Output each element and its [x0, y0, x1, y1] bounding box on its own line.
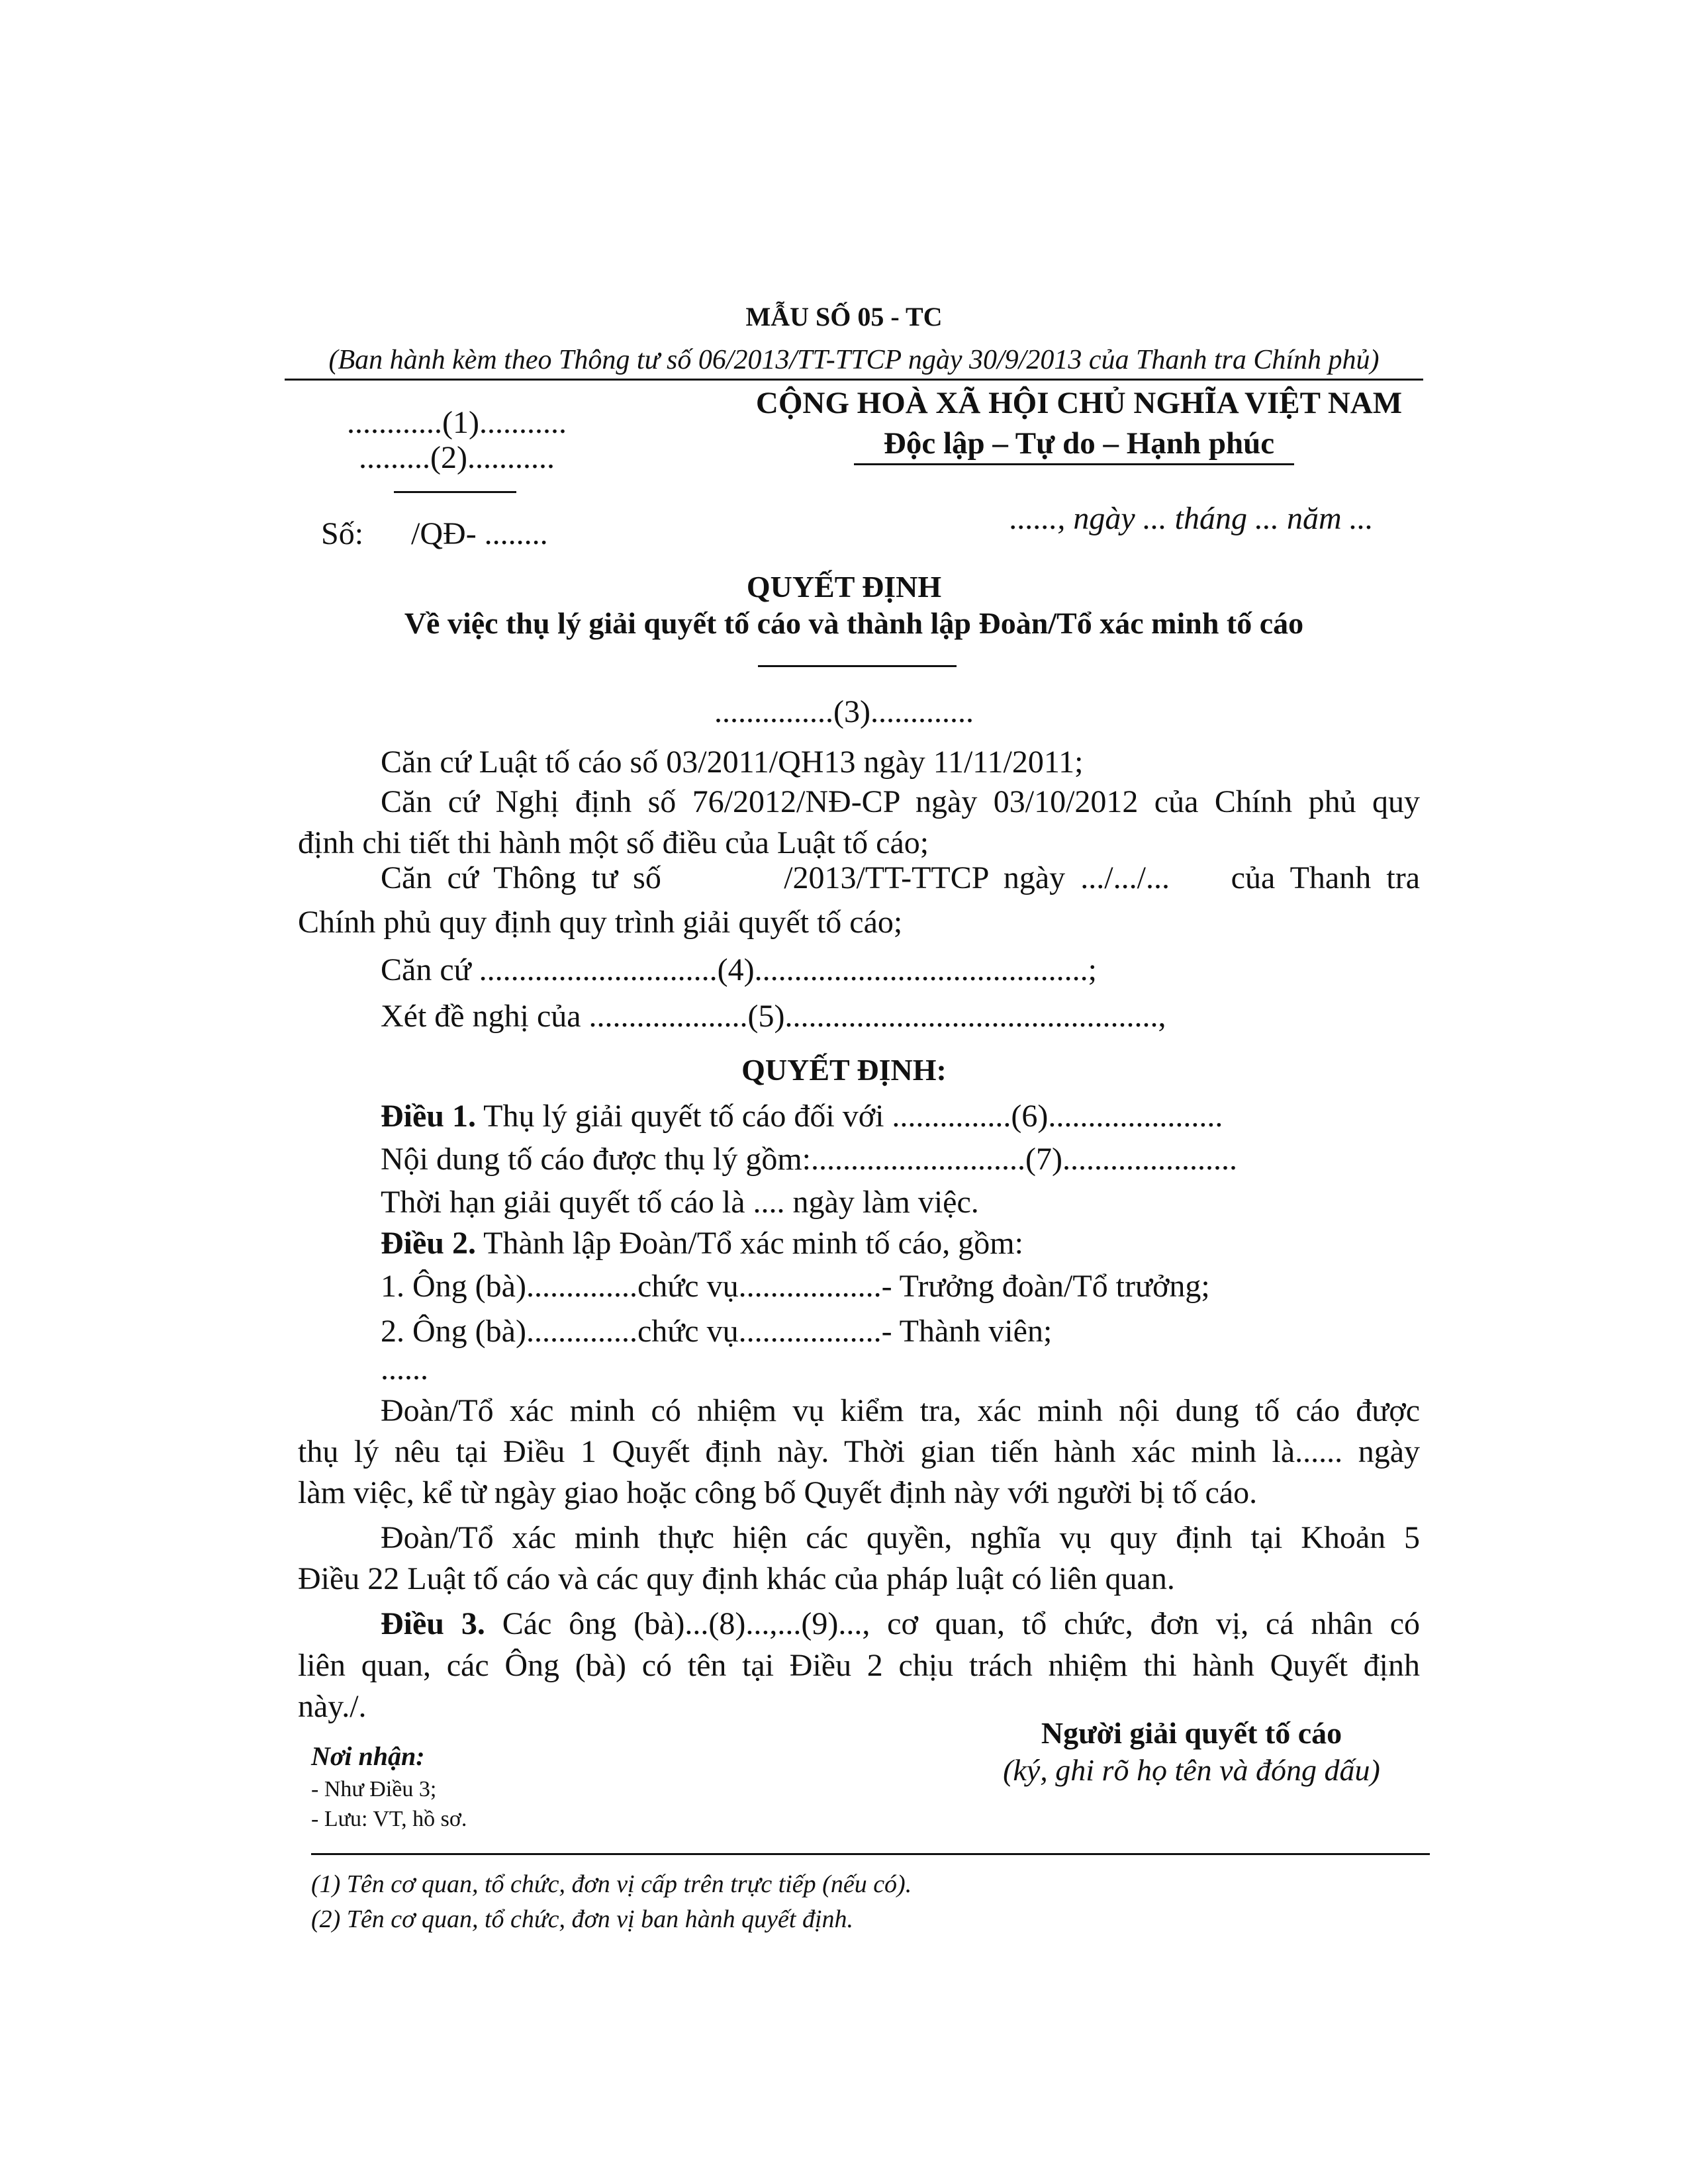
- article-2-line1: [381, 1228, 1023, 1259]
- article-3-line3: này./.: [298, 1689, 367, 1724]
- basis-proposal: Xét đề nghị của ....................(5)...............................................,: [381, 999, 1166, 1034]
- form-code: MẪU SỐ 05 - TC: [745, 302, 943, 332]
- decision-heading: QUYẾT ĐỊNH:: [741, 1053, 947, 1087]
- basis-circular-line2: Chính phủ quy định quy trình giải quyết tố cáo;: [298, 905, 903, 940]
- article-2-member-2: 2. Ông (bà)..............chức vụ..................- Thành viên;: [381, 1314, 1053, 1349]
- basis-circular-line1: Căn cứ Thông tư số /2013/TT-TTCP ngày .../.../... của Thanh tra: [381, 860, 1420, 895]
- recipient-item: - Lưu: VT, hồ sơ.: [311, 1807, 467, 1831]
- basis-law: Căn cứ Luật tố cáo số 03/2011/QH13 ngày 11/11/2011;: [381, 745, 1084, 780]
- signer-title: Người giải quyết tố cáo: [1041, 1716, 1342, 1750]
- basis-other: Căn cứ ..............................(4)..........................................;: [381, 952, 1097, 987]
- article-1-line3: Thời hạn giải quyết tố cáo là .... ngày làm việc.: [381, 1185, 979, 1220]
- footnote-rule: [311, 1853, 1430, 1855]
- article-2-label: Điều 2.: [381, 1226, 476, 1261]
- article-1-text: Thụ lý giải quyết tố cáo đối với ...............(6)......................: [483, 1099, 1223, 1134]
- article-2-ellipsis: ......: [381, 1351, 428, 1387]
- motto-underline: [854, 463, 1294, 465]
- article-1-label: Điều 1.: [381, 1099, 476, 1134]
- document-title: QUYẾT ĐỊNH: [746, 570, 942, 604]
- issuing-agency-placeholder: .........(2)...........: [359, 440, 555, 475]
- article-2-text: Thành lập Đoàn/Tổ xác minh tố cáo, gồm:: [483, 1226, 1023, 1261]
- article-3-label: Điều 3.: [381, 1606, 485, 1641]
- article-2-member-1: 1. Ông (bà)..............chức vụ..................- Trưởng đoàn/Tổ trưởng;: [381, 1269, 1210, 1304]
- issued-by-line: (Ban hành kèm theo Thông tư số 06/2013/TT-TTCP ngày 30/9/2013 của Thanh tra Chính phủ): [328, 345, 1380, 375]
- article-2-duty1-line2: thụ lý nêu tại Điều 1 Quyết định này. Thời gian tiến hành xác minh là...... ngày: [298, 1434, 1420, 1469]
- footnote-2: (2) Tên cơ quan, tổ chức, đơn vị ban hành quyết định.: [311, 1905, 854, 1933]
- article-3-line2: liên quan, các Ông (bà) có tên tại Điều 2 chịu trách nhiệm thi hành Quyết định: [298, 1648, 1420, 1683]
- article-2-duty2-line1: Đoàn/Tổ xác minh thực hiện các quyền, nghĩa vụ quy định tại Khoản 5: [381, 1520, 1420, 1555]
- article-2-duty1-line3: làm việc, kể từ ngày giao hoặc công bố Quyết định này với người bị tố cáo.: [298, 1475, 1258, 1510]
- national-motto: Độc lập – Tự do – Hạnh phúc: [883, 426, 1275, 461]
- place-and-date: ......, ngày ... tháng ... năm ...: [1009, 501, 1374, 536]
- article-2-duty2-line2: Điều 22 Luật tố cáo và các quy định khác của pháp luật có liên quan.: [298, 1561, 1175, 1596]
- recipients-heading: Nơi nhận:: [311, 1741, 425, 1771]
- article-1-line1: [381, 1101, 1223, 1132]
- superior-agency-placeholder: ............(1)...........: [347, 405, 567, 440]
- decision-authority: ...............(3).............: [714, 694, 974, 729]
- recipient-item: - Như Điều 3;: [311, 1777, 437, 1801]
- basis-decree-line2: định chi tiết thi hành một số điều của Luật tố cáo;: [298, 825, 929, 860]
- issued-by-underline: [285, 379, 1423, 381]
- article-2-duty1-line1: Đoàn/Tổ xác minh có nhiệm vụ kiểm tra, xác minh nội dung tố cáo được: [381, 1393, 1420, 1428]
- signer-note: (ký, ghi rõ họ tên và đóng dấu): [1003, 1753, 1380, 1787]
- article-1-line2: Nội dung tố cáo được thụ lý gồm:...........................(7)......................: [381, 1142, 1237, 1177]
- left-header-rule: [394, 491, 516, 493]
- document-subject: Về việc thụ lý giải quyết tố cáo và thành lập Đoàn/Tổ xác minh tố cáo: [404, 606, 1304, 640]
- nation-name: CỘNG HOÀ XÃ HỘI CHỦ NGHĨA VIỆT NAM: [755, 386, 1403, 420]
- basis-decree-line1: Căn cứ Nghị định số 76/2012/NĐ-CP ngày 03/10/2012 của Chính phủ quy: [381, 784, 1420, 819]
- article-3-line1: [381, 1608, 1420, 1640]
- footnote-1: (1) Tên cơ quan, tổ chức, đơn vị cấp trên trực tiếp (nếu có).: [311, 1870, 912, 1898]
- article-3-text: Các ông (bà)...(8)...,...(9)..., cơ quan, tổ chức, đơn vị, cá nhân có: [502, 1606, 1421, 1641]
- document-number: Số: /QĐ- ........: [321, 516, 548, 551]
- title-rule: [758, 665, 957, 667]
